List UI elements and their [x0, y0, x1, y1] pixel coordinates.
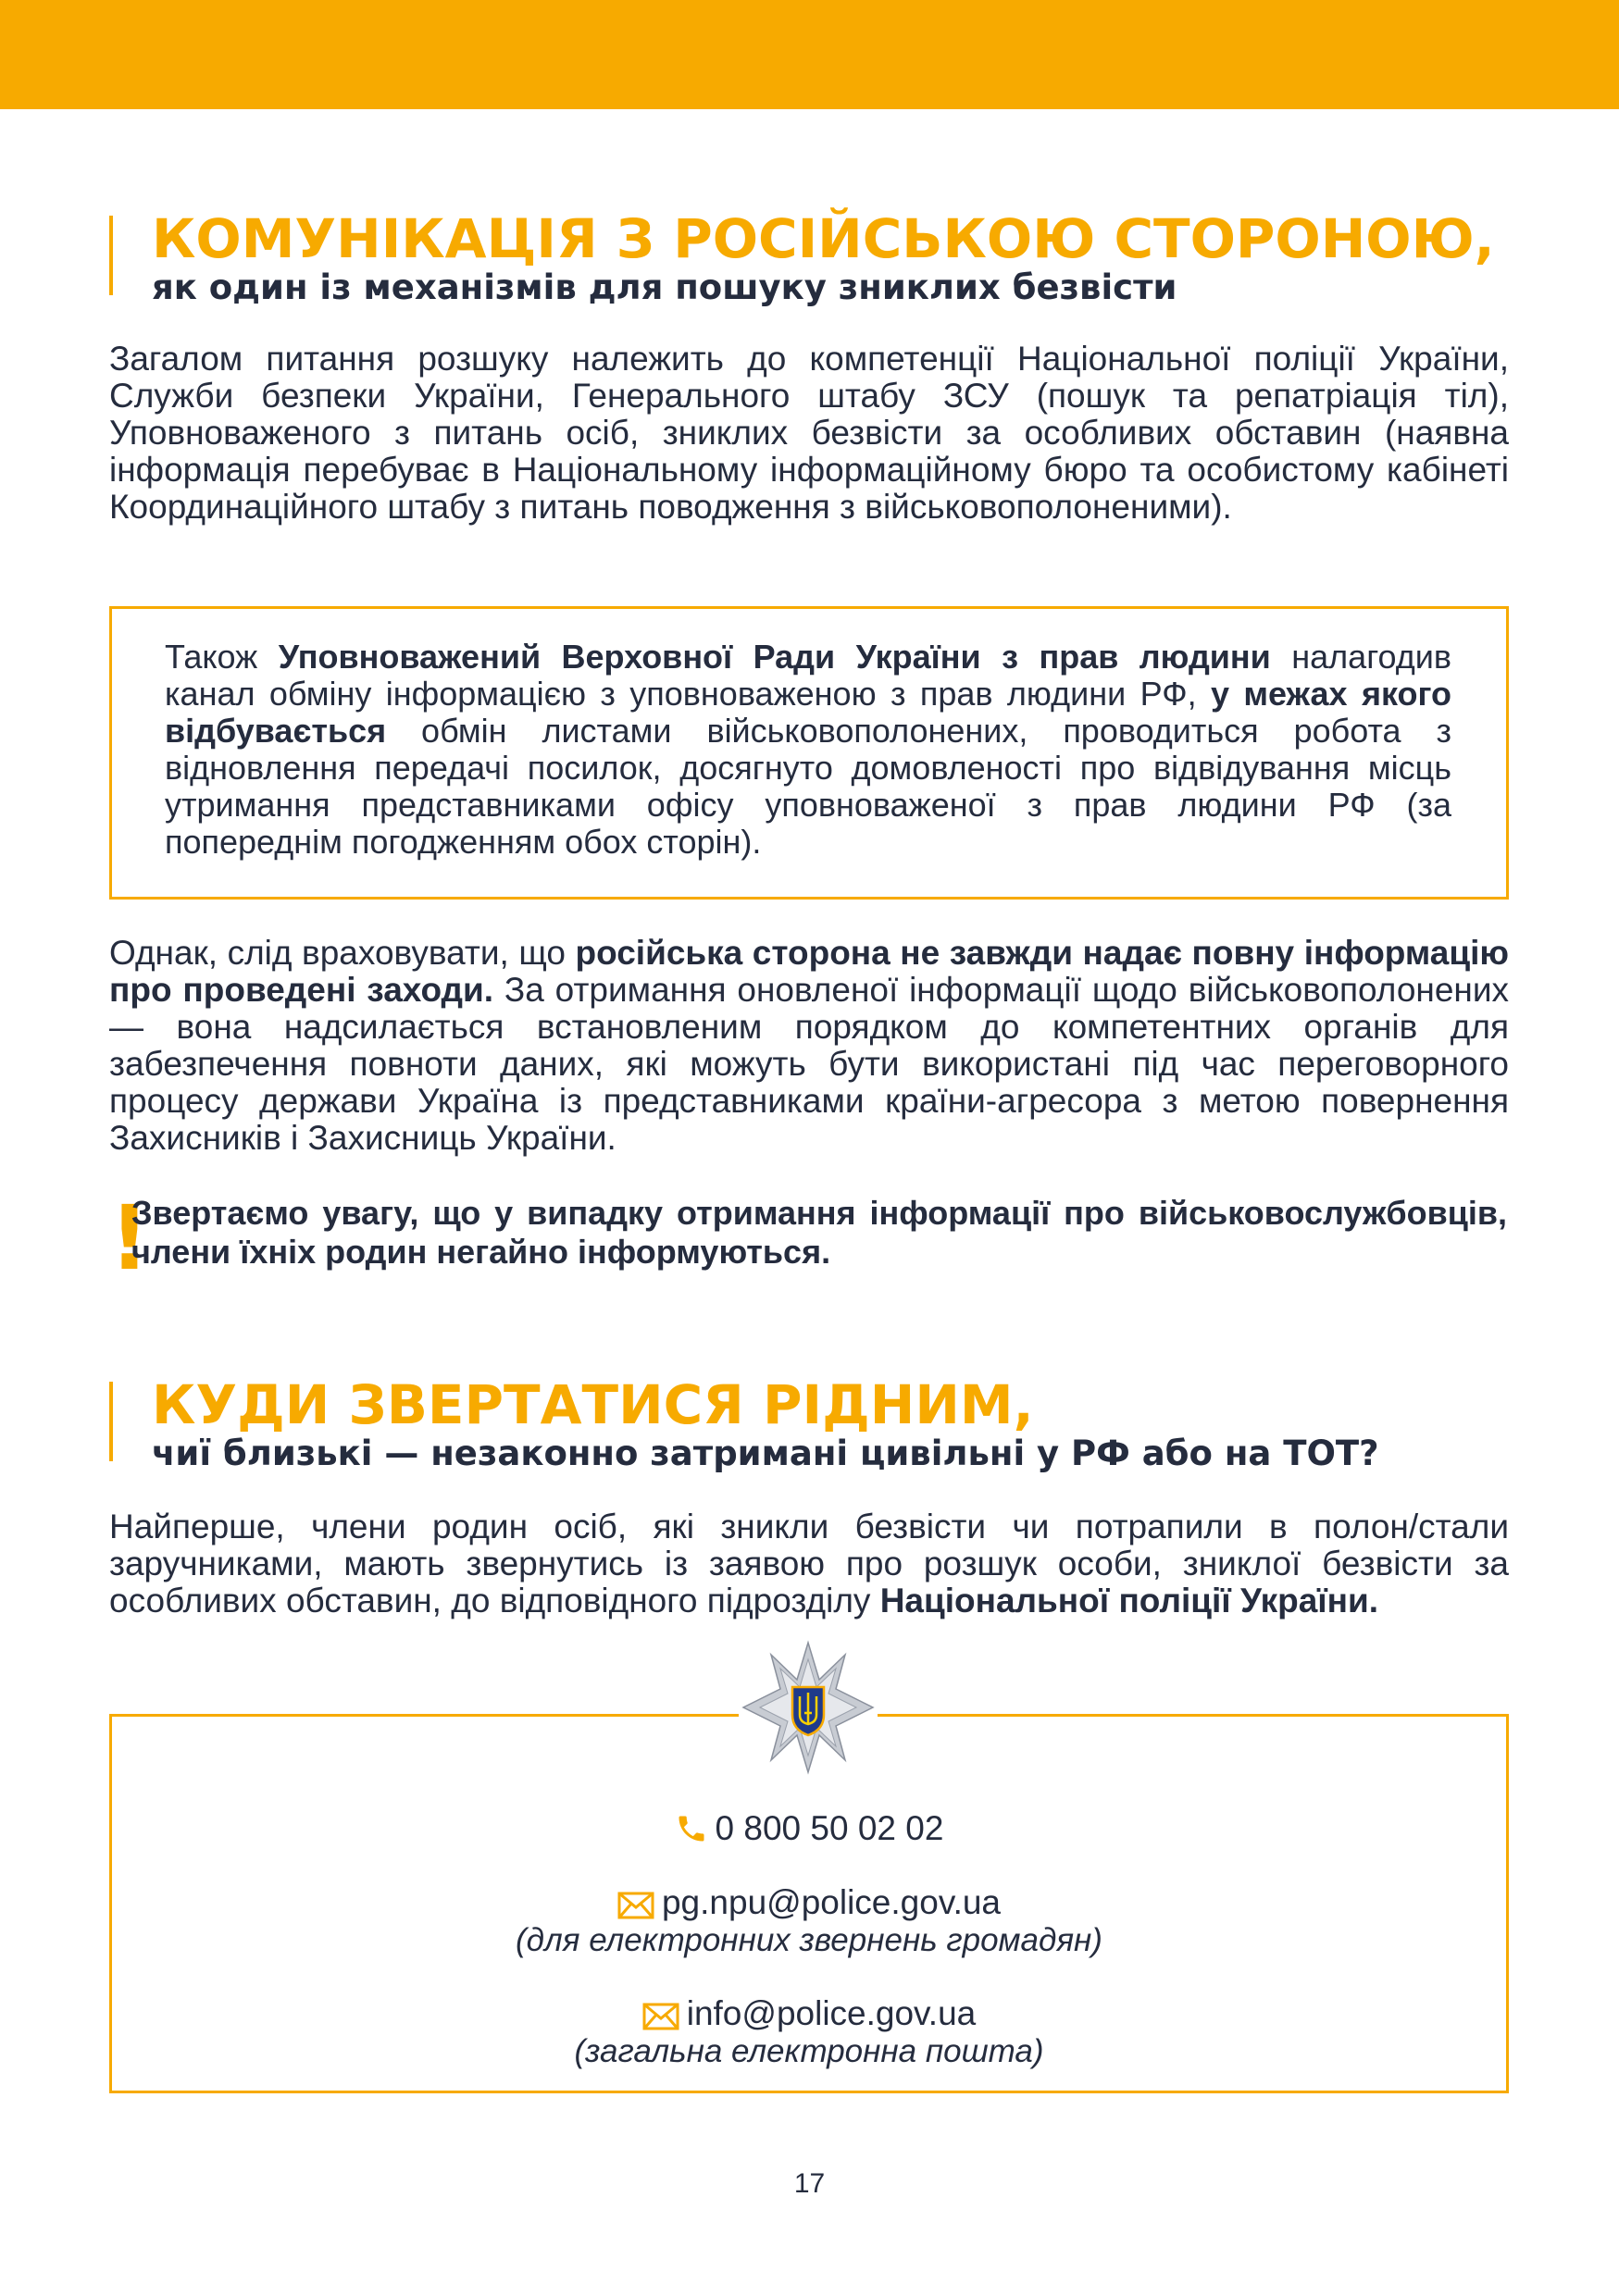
russian-side-paragraph [109, 935, 1509, 1157]
bold-fragment: російська сторона не завжди надає повну інформацію про проведені заходи. [109, 934, 1510, 1009]
police-star-emblem-icon [739, 1638, 878, 1777]
phone-icon [675, 1812, 708, 1854]
heading-accent-rule [109, 1382, 113, 1461]
hotline-phone[interactable] [109, 1809, 1509, 1854]
text-fragment: Однак, слід враховувати, що [109, 934, 576, 972]
attention-text: Звертаємо увагу, що у випадку отримання інформації про військовослужбовців, члени їхніх родин негайно інформуються. [131, 1194, 1507, 1271]
section-subtitle: як один із механізмів для пошуку зниклих безвісти [152, 267, 1177, 307]
text-fragment: За отримання оновленої інформації щодо військовополонених — вона надсилається встановленим порядком до компетентних органів для забезпечення повноти даних, які можуть бути використані під час переговорного процесу держави Україна із представниками країни-агресора з метою повернення Захисників і Захисниць України. [109, 971, 1510, 1157]
email-address: pg.npu@police.gov.ua [661, 1883, 1002, 1921]
section-title: КОМУНІКАЦІЯ З РОСІЙСЬКОЮ СТОРОНОЮ, [152, 207, 1495, 270]
section-title: КУДИ ЗВЕРТАТИСЯ РІДНИМ, [152, 1373, 1034, 1436]
text-fragment: налагодив канал обміну інформацією з уповноваженою з прав людини РФ, [165, 638, 1452, 713]
section-subtitle: чиї близькі — незаконно затримані цивільні у РФ або на ТОТ? [152, 1433, 1379, 1473]
email-general-note: (загальна електронна пошта) [574, 2033, 1044, 2069]
text-fragment: Також [165, 638, 279, 676]
bold-fragment: Уповноважений Верховної Ради України з прав людини [278, 638, 1271, 676]
page-number: 17 [793, 2168, 826, 2199]
ombudsman-info-text [165, 639, 1451, 861]
phone-number: 0 800 50 02 02 [715, 1809, 944, 1847]
header-accent-bar [0, 0, 1619, 109]
exclamation-icon: ! [109, 1186, 150, 1290]
email-address: info@police.gov.ua [686, 1994, 977, 2032]
intro-paragraph: Загалом питання розшуку належить до компетенції Національної поліції України, Служби безпеки України, Генерального штабу ЗСУ (пошук та репатріація тіл), Уповноваженого з питань осіб, зниклих безвісти за особливих обставин (наявна інформація перебуває в Національному інформаційному бюро та особистому кабінеті Координаційного штабу з питань поводження з військовополоненими). [109, 340, 1509, 526]
heading-accent-rule [109, 216, 113, 295]
bold-fragment: Національної поліції України. [879, 1582, 1379, 1620]
bold-fragment: у межах якого відбувається [165, 675, 1451, 750]
email-citizens-note: (для електронних звернень громадян) [516, 1922, 1102, 1958]
police-paragraph [109, 1508, 1509, 1620]
text-fragment: обмін листами військовополонених, проводиться робота з відновлення передачі посилок, досягнуто домовленості про відвідування місць утримання представниками офісу уповноваженої з прав людини РФ (за попереднім погодженням обох сторін). [165, 712, 1451, 861]
text-fragment: Найперше, члени родин осіб, які зникли безвісти чи потрапили в полон/стали заручниками, мають звернутись із заявою про розшук особи, зниклої безвісти за особливих обставин, до відповідного підрозділу [109, 1508, 1509, 1620]
